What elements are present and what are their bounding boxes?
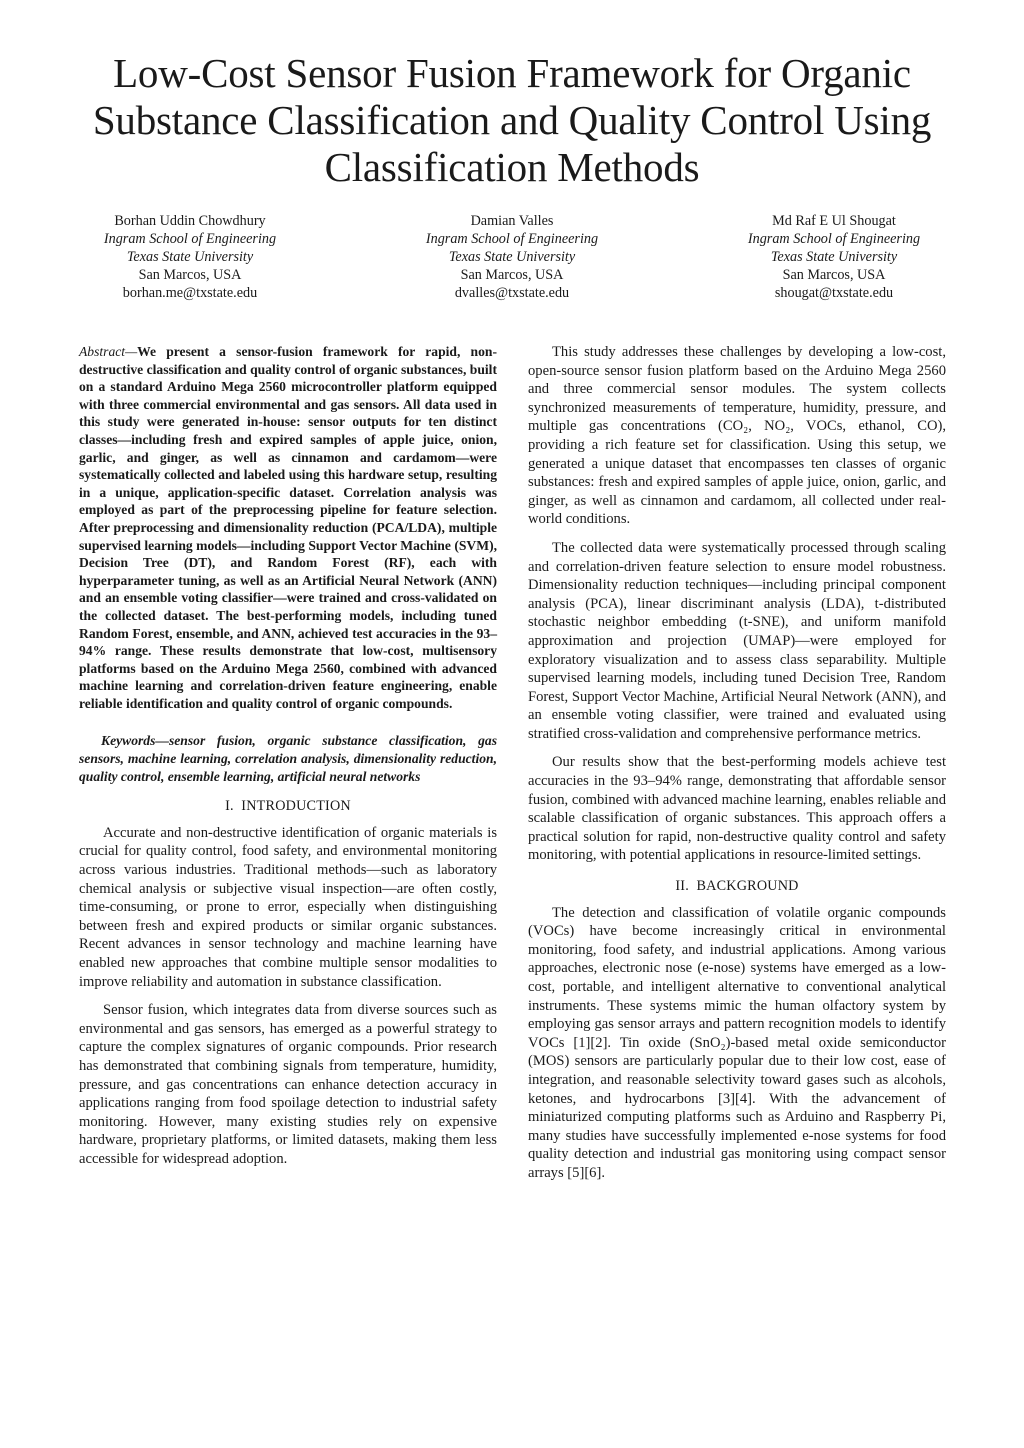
author-name: Md Raf E Ul Shougat [772,213,896,229]
author-university: Texas State University [770,249,898,265]
author-1 [40,212,340,302]
author-email: dvalles@txstate.edu [454,285,570,301]
author-name: Borhan Uddin Chowdhury [114,213,266,229]
paper-title: Low-Cost Sensor Fusion Framework for Organic Substance Classification and Quality Control Using Classification Methods [92,50,932,190]
abstract-text: We present a sensor-fusion framework for rapid, non-destructive classification and quality control of organic substances, built on a standard Arduino Mega 2560 microcontroller platform equipped with three commercial environmental and gas sensors. All data used in this study were generated in-house: sensor outputs for ten distinct classes—including fresh and expired samples of apple juice, onion, garlic, and ginger, as well as cinnamon and cardamom—were systematically collected and labeled using this hardware setup, resulting in a unique, application-specific dataset. Correlation analysis was employed as part of the preprocessing pipeline for feature selection. After preprocessing and dimensionality reduction (PCA/LDA), multiple supervised learning models—including Support Vector Machine (SVM), Decision Tree (DT), and Random Forest (RF), each with hyperparameter tuning, as well as an Artificial Neural Network (ANN) and an ensemble voting classifier—were trained and cross-validated on the collected dataset. The best-performing models, including tuned Random Forest, ensemble, and ANN, achieved test accuracies in the 93–94% range. These results demonstrate that low-cost, multisensory platforms based on the Arduino Mega 2560, combined with advanced machine learning and correlation-driven feature engineering, enable reliable identification and quality control of organic compounds. [79,344,497,711]
section-number: I. [225,798,234,815]
author-location: San Marcos, USA [782,267,886,283]
author-location: San Marcos, USA [138,267,242,283]
section-heading-background [528,877,946,896]
author-name: Damian Valles [470,213,554,229]
section-title-rest: ACKGROUND [706,878,799,895]
left-column [79,343,497,1179]
keywords [79,732,497,785]
author-block [40,212,984,302]
section-title-rest: NTRODUCTION [246,798,351,815]
keywords-text: sensor fusion, organic substance classification, gas sensors, machine learning, correlation analysis, dimensionality reduction, quality control, ensemble learning, artificial neural networks [79,733,497,784]
author-school: Ingram School of Engineering [747,231,921,247]
author-school: Ingram School of Engineering [425,231,599,247]
author-university: Texas State University [448,249,576,265]
abstract [79,343,497,712]
right-column [528,343,946,1193]
author-school: Ingram School of Engineering [103,231,277,247]
intro-paragraph: Our results show that the best-performing models achieve test accuracies in the 93–94% range, demonstrating that affordable sensor fusion, combined with advanced machine learning, enables reliable and scalable classification of organic substances. This approach offers a practical solution for rapid, non-destructive quality control and safety monitoring, with potential applications in resource-limited settings. [528,754,946,864]
section-title-initial: B [696,878,707,895]
section-title-initial: I [241,798,247,815]
author-university: Texas State University [126,249,254,265]
keywords-label: Keywords— [101,733,169,749]
author-2 [362,212,662,302]
abstract-label: Abstract— [79,344,138,359]
author-3 [684,212,984,302]
author-email: borhan.me@txstate.edu [122,285,258,301]
author-email: shougat@txstate.edu [774,285,894,301]
background-paragraph: The detection and classification of volatile organic compounds (VOCs) have become increasingly critical in environmental monitoring, food safety, and industrial applications. Among various approaches, electronic nose (e-nose) systems have emerged as a low-cost, portable, and intelligent alternative to conventional analytical instruments. These systems mimic the human olfactory system by employing gas sensor arrays and pattern recognition models to identify VOCs [1][2]. Tin oxide (SnO₂)-based metal oxide semiconductor (MOS) sensors are particularly popular due to their low cost, ease of integration, and reasonable selectivity toward gases such as alcohols, ketones, and hydrocarbons [3][4]. With the advancement of miniaturized computing platforms such as Arduino and Raspberry Pi, many studies have successfully implemented e-nose systems for food quality detection and industrial gas monitoring using compact sensor arrays [5][6]. [528,904,946,1181]
intro-paragraph: This study addresses these challenges by developing a low-cost, open-source sensor fusion platform based on the Arduino Mega 2560 and three commercial sensor modules. The system collects synchronized measurements of temperature, humidity, pressure, and multiple gas concentrations (CO₂, NO₂, VOCs, ethanol, CO), providing a rich feature set for classification. Using this setup, we generated a unique dataset that encompasses ten classes of organic substances: fresh and expired samples of apple juice, onion, garlic, and ginger, as well as cinnamon and cardamom, all collected under real-world conditions. [528,344,946,528]
intro-paragraph: Accurate and non-destructive identification of organic materials is crucial for quality control, food safety, and environmental monitoring across various industries. Traditional methods—such as laboratory chemical analysis or subjective visual inspection—are often costly, time-consuming, or prone to error, especially when distinguishing between fresh and expired products or similar organic substances. Recent advances in sensor technology and machine learning have enabled new approaches that combine multiple sensor modalities to improve reliability and automation in substance classification. [79,824,497,990]
intro-paragraph: The collected data were systematically processed through scaling and correlation-driven feature selection to ensure model robustness. Dimensionality reduction techniques—including principal component analysis (PCA), linear discriminant analysis (LDA), t-distributed stochastic neighbor embedding (t-SNE), and uniform manifold approximation and projection (UMAP)—were employed for exploratory visualization and to assess class separability. Multiple supervised learning models, including tuned Decision Tree, Random Forest, Support Vector Machine, Artificial Neural Network (ANN), and an ensemble voting classifier, were trained and evaluated using stratified cross-validation and comprehensive performance metrics. [528,539,946,742]
intro-paragraph: Sensor fusion, which integrates data from diverse sources such as environmental and gas sensors, has emerged as a powerful strategy to capture the complex signatures of organic compounds. Prior research has demonstrated that combining signals from temperature, humidity, pressure, and gas concentrations can enhance detection accuracy in applications ranging from food spoilage detection to industrial safety monitoring. However, many existing studies rely on expensive hardware, proprietary platforms, or limited datasets, making them less accessible for widespread adoption. [79,1002,497,1167]
section-number: II. [675,878,689,895]
author-location: San Marcos, USA [460,267,564,283]
section-heading-introduction [79,797,497,816]
